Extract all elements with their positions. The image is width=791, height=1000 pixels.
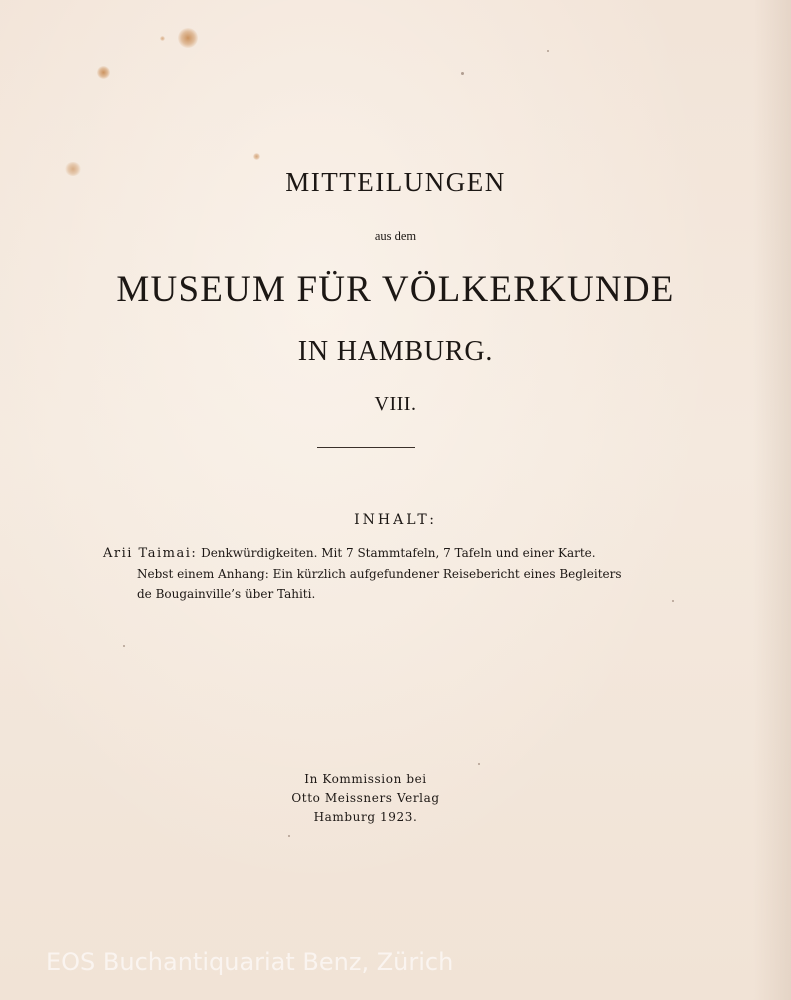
foxing-stain <box>178 28 198 48</box>
institution-name: MUSEUM FÜR VÖLKERKUNDE <box>116 269 675 310</box>
imprint-line-1: In Kommission bei <box>304 772 427 786</box>
publisher-imprint <box>0 770 731 827</box>
imprint-place-year: Hamburg 1923. <box>313 810 418 824</box>
paper-speck <box>288 835 290 837</box>
volume-number: VIII. <box>374 393 417 415</box>
paper-speck <box>547 50 549 52</box>
contents-line-1 <box>103 543 663 564</box>
paper-speck <box>672 600 674 602</box>
contents-line-2: Nebst einem Anhang: Ein kürzlich aufgefundener Reisebericht eines Begleiters <box>137 567 622 581</box>
foxing-stain <box>160 36 165 41</box>
paper-speck <box>461 72 464 75</box>
paper-speck <box>123 645 125 647</box>
series-title: MITTEILUNGEN <box>285 167 506 197</box>
contents-entry <box>103 543 663 604</box>
contents-work-title: Denkwürdigkeiten. Mit 7 Stammtafeln, 7 Tafeln und einer Karte. <box>201 546 596 560</box>
page-edge-shadow <box>753 0 791 1000</box>
institution-location: IN HAMBURG. <box>297 336 494 367</box>
imprint-publisher: Otto Meissners Verlag <box>291 791 440 805</box>
contents-heading: INHALT: <box>354 512 437 528</box>
paper-speck <box>478 763 480 765</box>
title-divider <box>317 447 415 448</box>
foxing-stain <box>97 66 110 79</box>
contents-line-3: de Bougainville’s über Tahiti. <box>137 587 316 601</box>
contents-author: Arii Taimai: <box>103 546 198 561</box>
watermark: EOS Buchantiquariat Benz, Zürich <box>46 948 454 976</box>
title-connector: aus dem <box>374 229 417 243</box>
foxing-stain <box>253 153 260 160</box>
